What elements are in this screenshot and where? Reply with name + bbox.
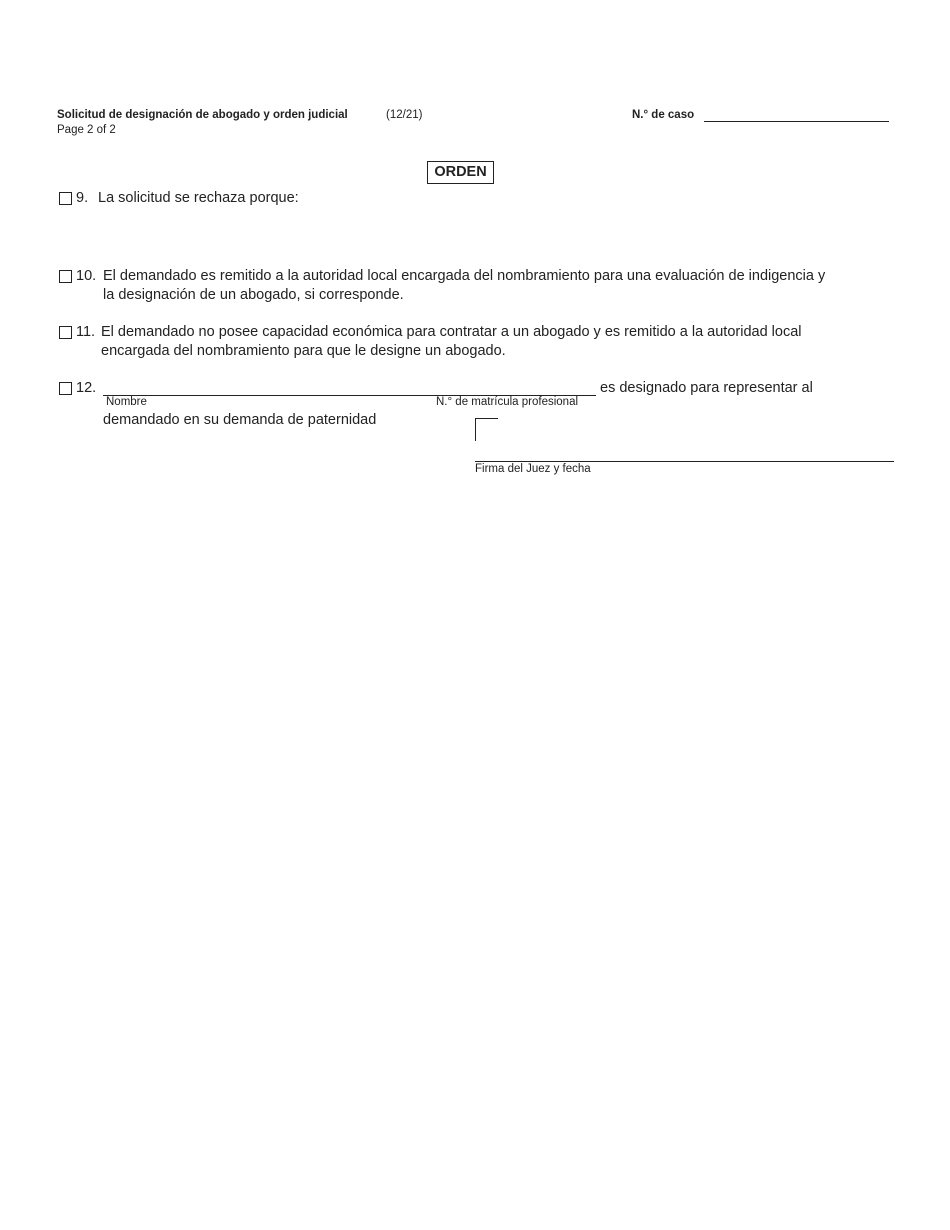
item-9-checkbox[interactable] — [59, 192, 72, 205]
signature-caption: Firma del Juez y fecha — [475, 463, 591, 475]
case-number-label: N.° de caso — [632, 109, 695, 121]
page-number: Page 2 of 2 — [57, 124, 116, 136]
bar-number-caption: N.° de matrícula profesional — [436, 396, 579, 408]
item-10-checkbox[interactable] — [59, 270, 72, 283]
item-11-checkbox[interactable] — [59, 326, 72, 339]
signature-corner-mark — [475, 418, 498, 441]
name-caption: Nombre — [106, 396, 147, 408]
judge-signature-field[interactable] — [475, 461, 894, 462]
item-10-text-line1: El demandado es remitido a la autoridad local encargada del nombramiento para una evaluación de indigencia y — [103, 268, 826, 284]
form-title: Solicitud de designación de abogado y orden judicial — [57, 109, 348, 121]
item-12-number: 12. — [76, 380, 97, 396]
item-12-checkbox[interactable] — [59, 382, 72, 395]
item-10-text-line2: la designación de un abogado, si corresponde. — [103, 287, 404, 303]
item-10-number: 10. — [76, 268, 97, 284]
item-9-number: 9. — [76, 190, 89, 206]
item-11-number: 11. — [76, 324, 96, 340]
case-number-field[interactable] — [704, 121, 889, 122]
item-12-text-after-line: es designado para representar al — [600, 380, 813, 396]
item-9-text: La solicitud se rechaza porque: — [98, 190, 299, 206]
item-12-text-line2: demandado en su demanda de paternidad — [103, 412, 377, 428]
item-11-text-line1: El demandado no posee capacidad económica para contratar a un abogado y es remitido a la autoridad local — [101, 324, 802, 340]
order-heading: ORDEN — [427, 161, 494, 184]
form-version: (12/21) — [386, 109, 423, 121]
item-11-text-line2: encargada del nombramiento para que le designe un abogado. — [101, 343, 506, 359]
